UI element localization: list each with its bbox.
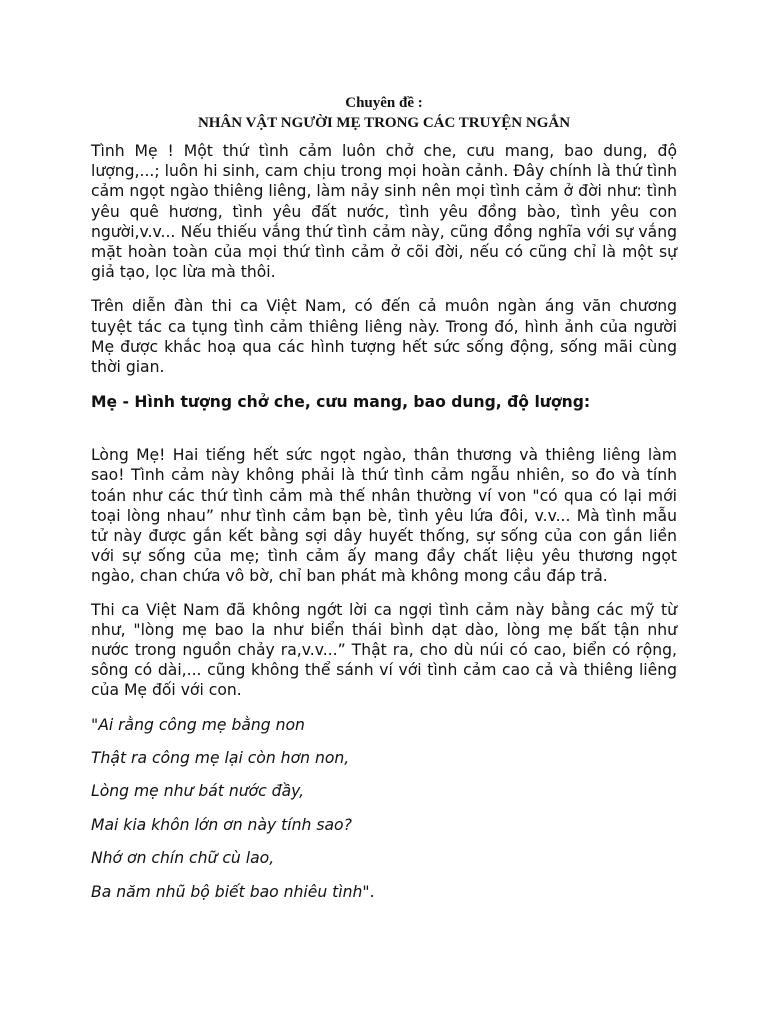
- section-heading: Mẹ - Hình tượng chở che, cưu mang, bao dung, độ lượng:: [91, 393, 591, 412]
- intro-paragraph-1: Tình Mẹ ! Một thứ tình cảm luôn chở che, cưu mang, bao dung, độ lượng,...; luôn hi sinh, cam chịu trong mọi hoàn cảnh. Đây chính là thứ tình cảm ngọt ngào thiêng liêng, làm nảy sinh nên mọi tình cảm ở đời như: tình yêu quê hương, tình yêu đất nước, tình yêu đồng bào, tình yêu con người,v.v... Nếu thiếu vắng thứ tình cảm này, cũng đồng nghĩa với sự vắng mặt hoàn toàn của mọi thứ tình cảm ở cõi đời, nếu có cũng chỉ là một sự giả tạo, lọc lừa mà thôi.: [91, 142, 677, 282]
- poem-line: [91, 748, 677, 768]
- poem-line: [91, 781, 677, 801]
- poem-block: [91, 715, 677, 902]
- document-title: NHÂN VẬT NGƯỜI MẸ TRONG CÁC TRUYỆN NGẮN: [197, 115, 571, 131]
- topic-label: Chuyên đề :: [345, 95, 423, 111]
- document-page: [91, 93, 677, 902]
- poem-line-text: Thật ra công mẹ lại còn hơn non,: [91, 749, 350, 768]
- intro-paragraph-2: Trên diễn đàn thi ca Việt Nam, có đến cả muôn ngàn áng văn chương tuyệt tác ca tụng tình cảm thiêng liêng này. Trong đó, hình ảnh của người Mẹ được khắc hoạ qua các hình tượng hết sức sống động, sống mãi cùng thời gian.: [91, 297, 677, 377]
- poem-close-quote: ".: [362, 882, 375, 901]
- poem-line: [91, 715, 677, 735]
- document-header: [91, 93, 677, 133]
- poem-line-text: Lòng mẹ như bát nước đầy,: [91, 782, 305, 801]
- poem-line-text: Nhớ ơn chín chữ cù lao,: [91, 849, 275, 868]
- poem-line-text: Ai rằng công mẹ bằng non: [98, 715, 305, 734]
- section-paragraph-2: Thi ca Việt Nam đã không ngớt lời ca ngợi tình cảm này bằng các mỹ từ như, "lòng mẹ bao la như biển thái bình dạt dào, lòng mẹ bất tận như nước trong nguồn chảy ra,v.v...” Thật ra, cho dù núi có cao, biển có rộng, sông có dài,... cũng không thể sánh ví với tình cảm cao cả và thiêng liêng của Mẹ đối với con.: [91, 600, 677, 700]
- poem-line-text: Mai kia khôn lớn ơn này tính sao?: [91, 815, 352, 834]
- poem-line-text: Ba năm nhũ bộ biết bao nhiêu tình: [91, 882, 363, 901]
- section-paragraph-1: Lòng Mẹ! Hai tiếng hết sức ngọt ngào, thân thương và thiêng liêng làm sao! Tình cảm này không phải là thứ tình cảm ngẫu nhiên, so đo và tính toán như các thứ tình cảm mà thế nhân thường ví von "có qua có lại mới toại lòng nhau” như tình cảm bạn bè, tình yêu lứa đôi, v.v... Mà tình mẫu tử này được gắn kết bằng sợi dây huyết thống, sự sống của con gắn liền với sự sống của mẹ; tình cảm ấy mang đầy chất liệu yêu thương ngọt ngào, chan chứa vô bờ, chỉ ban phát mà không mong cầu đáp trả.: [91, 446, 677, 586]
- poem-open-quote: ": [91, 715, 99, 734]
- poem-line: [91, 882, 677, 902]
- poem-line: [91, 848, 677, 868]
- poem-line: [91, 815, 677, 835]
